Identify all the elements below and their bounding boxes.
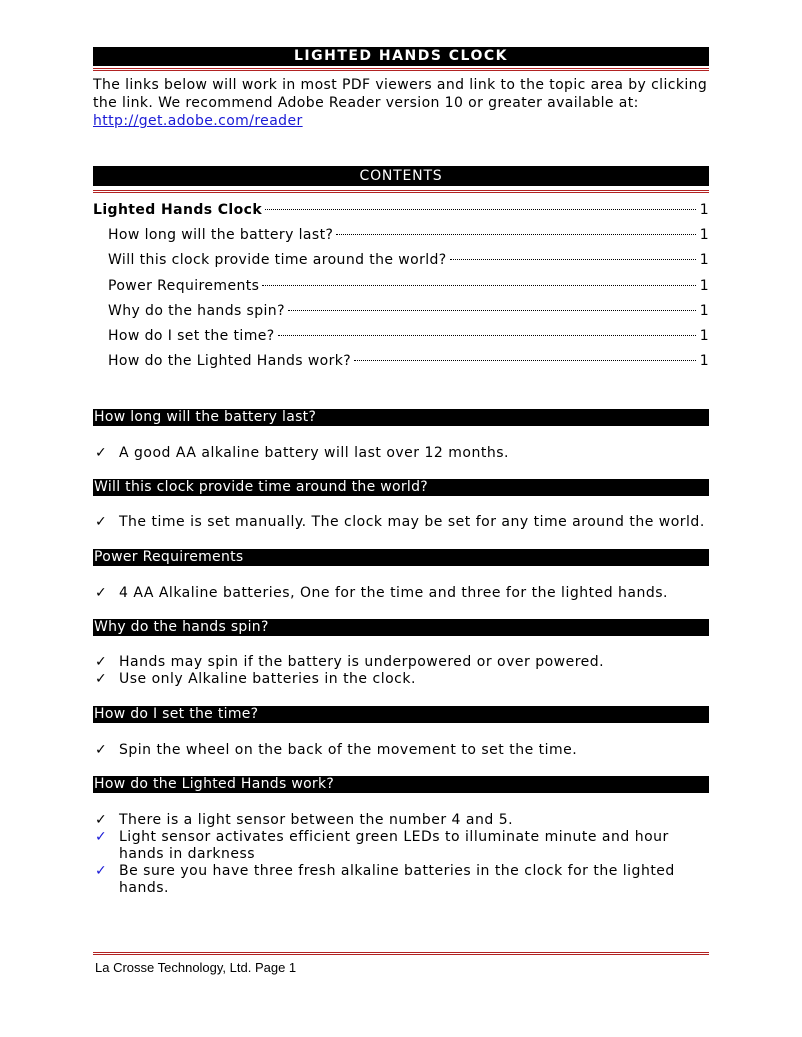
toc-leader-dots	[262, 285, 696, 286]
section-bullets-power	[93, 585, 709, 602]
toc-leader-dots	[354, 360, 696, 361]
toc-entry-world-time[interactable]	[93, 252, 709, 277]
toc-entry-label: Power Requirements	[108, 277, 260, 294]
section-heading-set-time: How do I set the time?	[93, 706, 709, 723]
toc-entry-page: 1	[699, 327, 709, 344]
checkmark-icon: ✓	[95, 654, 108, 670]
bullet-text: There is a light sensor between the number 4 and 5.	[119, 812, 514, 828]
section-bullets-battery	[93, 445, 709, 462]
checkmark-icon: ✓	[95, 742, 108, 758]
checkmark-icon: ✓	[95, 445, 108, 461]
toc-entry-page: 1	[699, 202, 709, 218]
contents-heading: CONTENTS	[93, 166, 709, 186]
document-page	[93, 47, 709, 896]
toc-entry-lighted-hands[interactable]	[93, 353, 709, 378]
bullet-text: Be sure you have three fresh alkaline batteries in the clock for the lighted hands.	[119, 863, 675, 896]
list-item	[93, 654, 709, 671]
toc-entry-power[interactable]	[93, 278, 709, 303]
contents-rule	[93, 190, 709, 193]
title-rule	[93, 68, 709, 71]
checkmark-icon: ✓	[95, 585, 108, 601]
section-heading-world-time: Will this clock provide time around the world?	[93, 479, 709, 496]
adobe-reader-link[interactable]: http://get.adobe.com/reader	[93, 113, 303, 129]
toc-entry-label: How do the Lighted Hands work?	[108, 353, 352, 370]
toc-entry-page: 1	[699, 277, 709, 294]
toc-entry-label: Lighted Hands Clock	[93, 202, 263, 218]
toc-entry-hands-spin[interactable]	[93, 303, 709, 328]
bullet-text: Hands may spin if the battery is underpowered or over powered.	[119, 654, 605, 670]
checkmark-icon: ✓	[95, 863, 108, 879]
checkmark-icon: ✓	[95, 812, 108, 828]
table-of-contents	[93, 202, 709, 378]
list-item	[93, 514, 709, 531]
list-item	[93, 671, 709, 688]
document-title: LIGHTED HANDS CLOCK	[93, 47, 709, 66]
toc-entry-page: 1	[699, 252, 709, 269]
section-heading-power: Power Requirements	[93, 549, 709, 566]
toc-entry-page: 1	[699, 353, 709, 370]
page-footer: La Crosse Technology, Ltd. Page 1	[95, 960, 297, 975]
toc-leader-dots	[278, 335, 696, 336]
list-item	[93, 585, 709, 602]
list-item	[93, 812, 709, 829]
bullet-text: Use only Alkaline batteries in the clock.	[119, 671, 416, 687]
toc-leader-dots	[265, 209, 696, 210]
toc-entry-lighted-hands-clock[interactable]	[93, 202, 709, 227]
toc-entry-label: Why do the hands spin?	[108, 302, 285, 319]
section-bullets-set-time	[93, 742, 709, 759]
list-item	[93, 742, 709, 759]
section-bullets-hands-spin	[93, 654, 709, 688]
list-item	[93, 445, 709, 462]
toc-entry-battery[interactable]	[93, 227, 709, 252]
toc-entry-page: 1	[699, 302, 709, 319]
section-heading-hands-spin: Why do the hands spin?	[93, 619, 709, 636]
bullet-text: The time is set manually. The clock may be set for any time around the world.	[119, 514, 705, 530]
intro-paragraph	[93, 76, 709, 130]
toc-leader-dots	[336, 234, 696, 235]
toc-entry-label: How long will the battery last?	[108, 227, 334, 244]
section-heading-battery: How long will the battery last?	[93, 409, 709, 426]
bullet-text: A good AA alkaline battery will last over 12 months.	[119, 445, 509, 461]
checkmark-icon: ✓	[95, 514, 108, 530]
toc-entry-label: How do I set the time?	[108, 327, 275, 344]
bullet-text: Spin the wheel on the back of the movement to set the time.	[119, 742, 578, 758]
bullet-text: 4 AA Alkaline batteries, One for the time and three for the lighted hands.	[119, 585, 668, 601]
list-item	[93, 829, 709, 863]
bullet-text: Light sensor activates efficient green LEDs to illuminate minute and hour hands in darkness	[119, 829, 669, 862]
toc-leader-dots	[450, 259, 696, 260]
checkmark-icon: ✓	[95, 671, 108, 687]
toc-leader-dots	[288, 310, 696, 311]
section-bullets-world-time	[93, 514, 709, 531]
footer-rule	[93, 952, 709, 955]
section-bullets-lighted-hands	[93, 812, 709, 897]
toc-entry-page: 1	[699, 227, 709, 244]
toc-entry-set-time[interactable]	[93, 328, 709, 353]
intro-text: The links below will work in most PDF viewers and link to the topic area by clicking the link. We recommend Adobe Reader version 10 or greater available at:	[93, 77, 708, 111]
section-heading-lighted-hands: How do the Lighted Hands work?	[93, 776, 709, 793]
list-item	[93, 863, 709, 897]
toc-entry-label: Will this clock provide time around the world?	[108, 252, 447, 269]
checkmark-icon: ✓	[95, 829, 108, 845]
